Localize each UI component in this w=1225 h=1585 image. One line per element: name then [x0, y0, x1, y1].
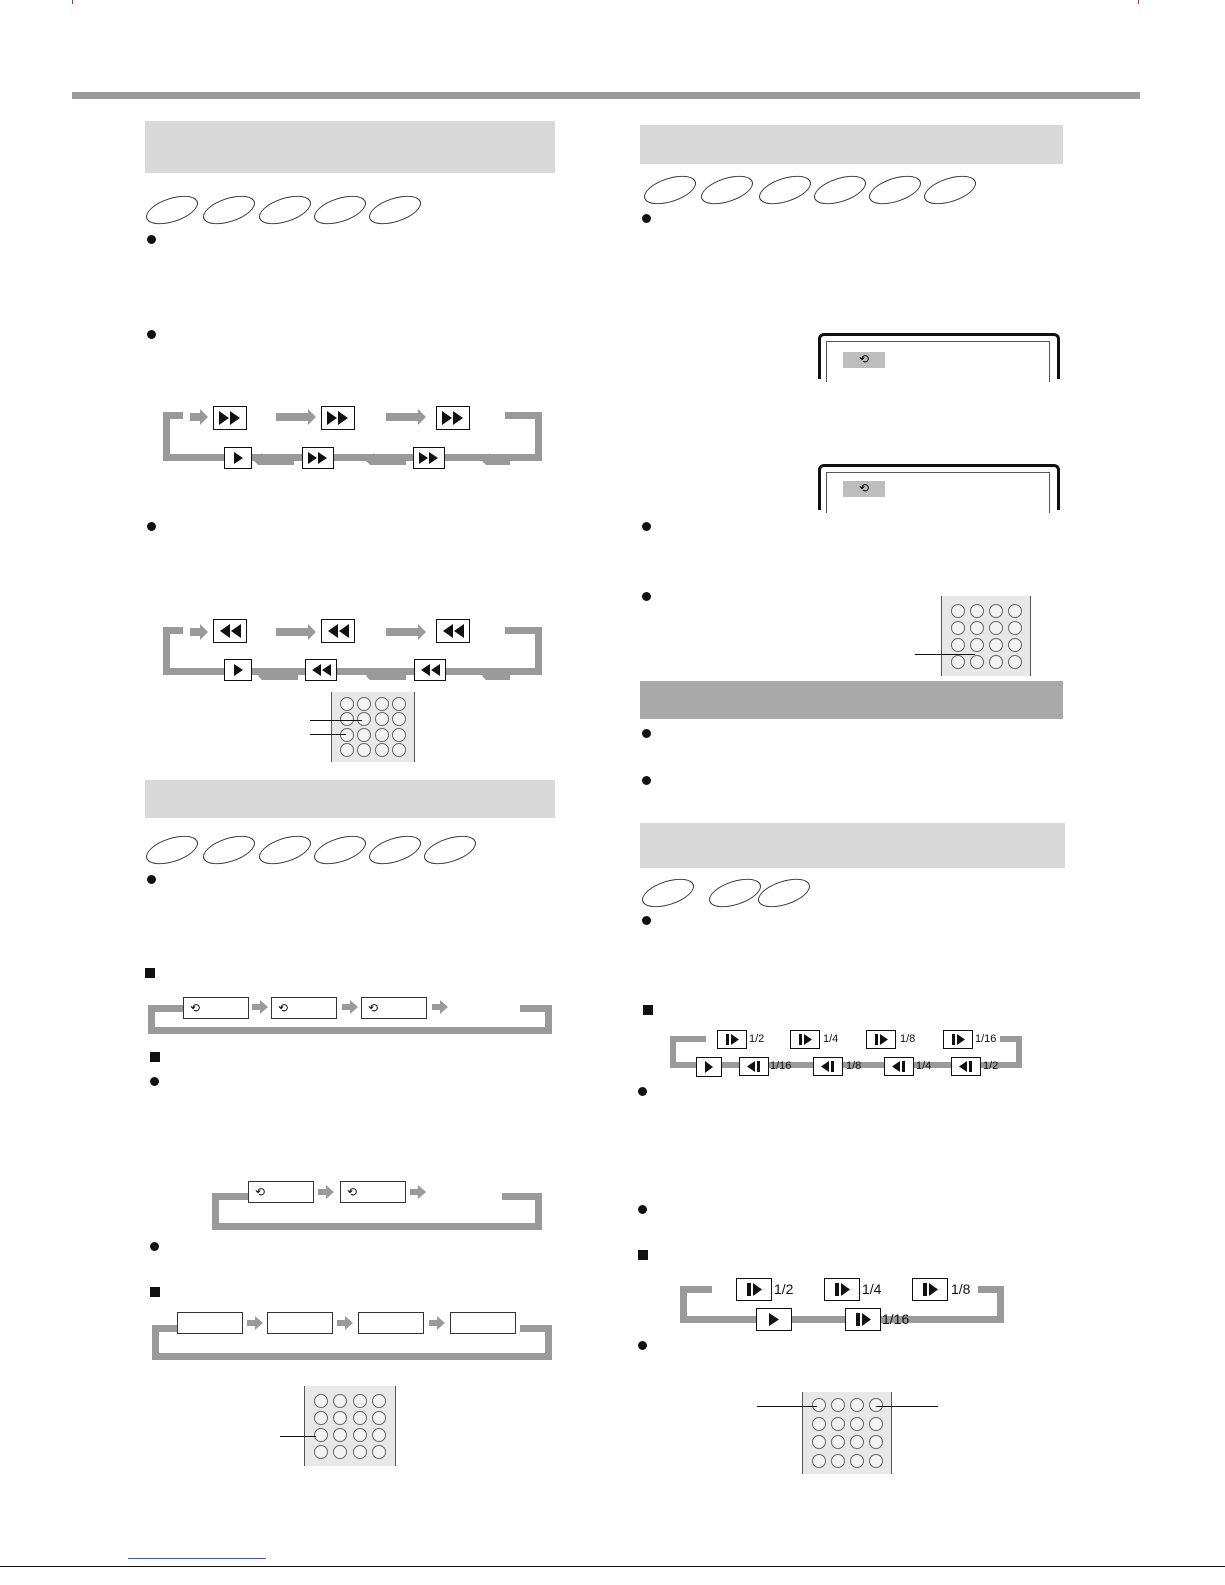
slow-forward-icon	[717, 1030, 747, 1049]
speed-label: 1/8	[846, 1060, 862, 1072]
repeat-icon: ⟲	[368, 1001, 379, 1015]
rewind-icon	[436, 619, 470, 643]
remote-button	[970, 655, 984, 669]
remote-button	[831, 1417, 845, 1431]
slow-forward-icon	[845, 1308, 881, 1331]
slow-forward-icon	[866, 1030, 896, 1049]
top-rule	[72, 92, 1140, 99]
remote-button	[372, 1428, 386, 1442]
remote-button	[951, 621, 965, 635]
bullet	[642, 776, 651, 785]
bullet	[638, 1341, 647, 1350]
slow-reverse-icon	[813, 1057, 843, 1076]
play-icon	[756, 1308, 792, 1331]
square-marker	[145, 968, 155, 978]
remote-button	[989, 621, 1003, 635]
remote-button	[1008, 621, 1022, 635]
bullet	[638, 1205, 647, 1214]
fast-forward-icon	[321, 406, 355, 430]
remote-button	[850, 1454, 864, 1468]
rewind-icon	[321, 619, 355, 643]
remote-button	[831, 1435, 845, 1449]
remote-button	[357, 697, 371, 711]
slow-reverse-icon	[951, 1057, 981, 1076]
play-icon	[224, 659, 252, 681]
remote-button	[357, 728, 371, 742]
section-header-repeat	[145, 780, 555, 818]
callout-line	[310, 720, 362, 721]
bullet	[642, 522, 651, 531]
rewind-icon	[414, 659, 446, 681]
bullet	[150, 1077, 159, 1086]
remote-button	[970, 638, 984, 652]
callout-line	[876, 1406, 938, 1407]
remote-button	[850, 1417, 864, 1431]
fast-forward-icon	[413, 447, 445, 469]
rewind-icon	[305, 659, 337, 681]
remote-button	[812, 1417, 826, 1431]
bullet	[642, 729, 651, 738]
section-header-slow-motion	[640, 823, 1065, 868]
remote-button	[375, 697, 389, 711]
remote-button	[951, 604, 965, 618]
bullet	[147, 330, 156, 339]
bullet	[147, 522, 156, 531]
remote-control-illustration	[941, 596, 1031, 676]
repeat-icon: ⟲	[190, 1001, 201, 1015]
speed-label: 1/4	[916, 1060, 932, 1072]
remote-button	[372, 1411, 386, 1425]
remote-control-illustration	[304, 1386, 396, 1466]
bullet	[638, 1087, 647, 1096]
bullet	[150, 1242, 159, 1251]
remote-button	[314, 1428, 328, 1442]
bullet	[642, 916, 651, 925]
remote-button	[850, 1435, 864, 1449]
square-marker	[150, 1287, 160, 1297]
remote-button	[392, 712, 406, 726]
slow-reverse-icon	[739, 1057, 769, 1076]
crop-mark	[1138, 0, 1139, 4]
remote-button	[392, 697, 406, 711]
remote-button	[353, 1428, 367, 1442]
remote-button	[392, 743, 406, 757]
bullet	[147, 235, 156, 244]
remote-button	[375, 743, 389, 757]
section-header-notes	[640, 681, 1063, 719]
speed-label: 1/8	[900, 1033, 916, 1045]
square-marker	[150, 1052, 160, 1062]
remote-button	[869, 1417, 883, 1431]
remote-button	[353, 1445, 367, 1459]
remote-button	[372, 1394, 386, 1408]
flow-arrows	[250, 999, 450, 1019]
remote-button	[372, 1445, 386, 1459]
remote-button	[869, 1454, 883, 1468]
speed-label: 1/16	[975, 1033, 997, 1045]
speed-label: 1/2	[774, 1281, 794, 1297]
footer-link-underline	[128, 1558, 266, 1559]
slow-forward-icon	[790, 1030, 820, 1049]
slow-forward-icon	[912, 1278, 948, 1301]
square-marker	[643, 1005, 653, 1015]
callout-line	[310, 734, 346, 735]
speed-label: 1/8	[951, 1281, 971, 1297]
on-screen-display	[818, 464, 1060, 510]
remote-control-illustration	[802, 1392, 892, 1474]
callout-line	[915, 654, 975, 655]
crop-mark	[72, 0, 73, 4]
speed-label: 1/2	[983, 1060, 999, 1072]
bullet	[147, 875, 156, 884]
remote-button	[1008, 604, 1022, 618]
bullet	[642, 214, 651, 223]
repeat-icon: ⟲	[858, 481, 870, 495]
slow-forward-icon	[824, 1278, 860, 1301]
remote-button	[812, 1454, 826, 1468]
slow-forward-icon	[943, 1030, 973, 1049]
remote-button	[340, 697, 354, 711]
slow-forward-icon	[736, 1278, 772, 1301]
remote-button	[333, 1394, 347, 1408]
remote-button	[353, 1394, 367, 1408]
speed-label: 1/4	[862, 1281, 882, 1297]
remote-button	[392, 728, 406, 742]
remote-button	[333, 1445, 347, 1459]
remote-button	[970, 604, 984, 618]
remote-button	[989, 638, 1003, 652]
remote-button	[353, 1411, 367, 1425]
remote-button	[831, 1398, 845, 1412]
callout-line	[280, 1436, 316, 1437]
section-header-repeat-display	[640, 125, 1063, 164]
flow-arrows	[245, 1315, 445, 1335]
bullet	[642, 592, 651, 601]
speed-label: 1/2	[749, 1033, 765, 1045]
remote-button	[869, 1435, 883, 1449]
remote-button	[314, 1445, 328, 1459]
fast-forward-icon	[213, 406, 247, 430]
remote-button	[989, 655, 1003, 669]
bottom-rule	[0, 1566, 1225, 1567]
remote-button	[850, 1398, 864, 1412]
remote-button	[314, 1411, 328, 1425]
rewind-icon	[213, 619, 247, 643]
remote-control-illustration	[331, 692, 415, 762]
speed-label: 1/16	[770, 1060, 792, 1072]
remote-button	[340, 743, 354, 757]
section-header-search	[145, 121, 555, 173]
play-icon	[696, 1057, 722, 1077]
callout-line	[757, 1406, 817, 1407]
repeat-icon: ⟲	[347, 1185, 358, 1199]
speed-label: 1/4	[823, 1033, 839, 1045]
remote-button	[333, 1411, 347, 1425]
square-marker	[638, 1250, 648, 1260]
remote-button	[970, 621, 984, 635]
repeat-icon: ⟲	[278, 1001, 289, 1015]
repeat-icon: ⟲	[255, 1185, 266, 1199]
remote-button	[333, 1428, 347, 1442]
remote-button	[375, 712, 389, 726]
remote-button	[951, 655, 965, 669]
flow-arrows	[316, 1184, 436, 1204]
speed-label: 1/16	[882, 1311, 910, 1327]
remote-button	[1008, 655, 1022, 669]
fast-forward-icon	[436, 406, 470, 430]
remote-button	[375, 728, 389, 742]
remote-button	[951, 638, 965, 652]
repeat-icon: ⟲	[858, 352, 870, 366]
remote-button	[831, 1454, 845, 1468]
on-screen-display	[818, 333, 1060, 379]
remote-button	[989, 604, 1003, 618]
remote-button	[314, 1394, 328, 1408]
remote-button	[357, 743, 371, 757]
slow-reverse-icon	[884, 1057, 914, 1076]
remote-button	[1008, 638, 1022, 652]
remote-button	[812, 1435, 826, 1449]
play-icon	[224, 447, 252, 469]
fast-forward-icon	[302, 447, 334, 469]
